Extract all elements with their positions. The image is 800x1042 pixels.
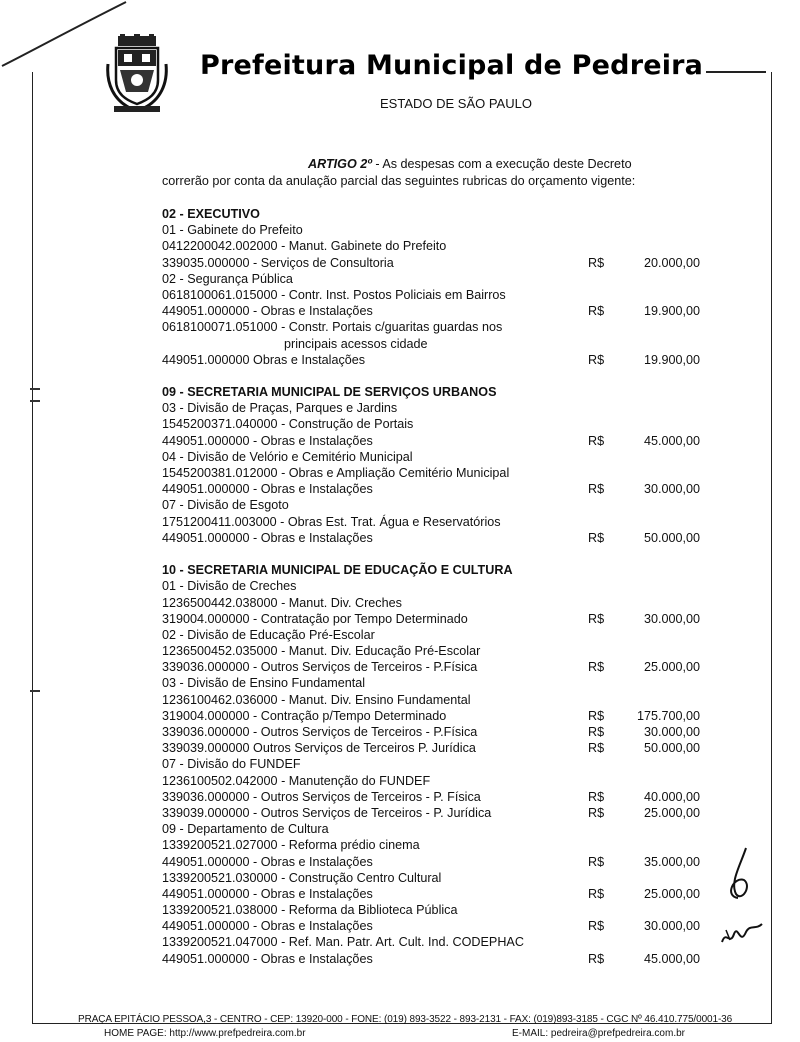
currency-symbol: R$ <box>588 255 605 270</box>
signature-initials <box>716 846 766 956</box>
budget-line-item <box>162 951 710 967</box>
row-description: 1236100462.036000 - Manut. Div. Ensino Fundamental <box>162 692 471 707</box>
currency-symbol: R$ <box>588 789 605 804</box>
budget-line-item <box>162 303 710 319</box>
row-description: 449051.000000 - Obras e Instalações <box>162 482 373 497</box>
row-description: 03 - Divisão de Praças, Parques e Jardins <box>162 401 398 416</box>
budget-label-row <box>162 643 710 659</box>
row-description: 449051.000000 - Obras e Instalações <box>162 854 373 869</box>
row-description: 0412200042.002000 - Manut. Gabinete do Prefeito <box>162 239 447 254</box>
header-rule-right <box>706 71 766 73</box>
section-heading <box>162 206 710 222</box>
budget-line-item <box>162 530 710 546</box>
row-description: 1339200521.030000 - Construção Centro Cultural <box>162 870 442 885</box>
row-description: 339036.000000 - Outros Serviços de Terceiros - P.Física <box>162 660 478 675</box>
budget-label-row <box>162 465 710 481</box>
budget-line-item <box>162 918 710 934</box>
budget-label-row <box>162 271 710 287</box>
budget-label-row <box>162 870 710 886</box>
row-description: 02 - EXECUTIVO <box>162 207 260 221</box>
amount-value: 35.000,00 <box>643 854 700 869</box>
currency-symbol: R$ <box>588 886 605 901</box>
footer-address: PRAÇA EPITÁCIO PESSOA,3 - CENTRO - CEP: 13920-000 - FONE: (019) 893-3522 - 893-2131 - FAX: (019)893-3185 - CGC Nº 46.410.775/0001-36 <box>78 1014 733 1025</box>
margin-mark <box>30 690 40 692</box>
budget-label-row <box>162 821 710 837</box>
row-description: 1339200521.038000 - Reforma da Biblioteca Pública <box>162 903 458 918</box>
row-description: 449051.000000 - Obras e Instalações <box>162 919 373 934</box>
row-description: 319004.000000 - Contração p/Tempo Determinado <box>162 708 447 723</box>
amount-value: 45.000,00 <box>643 951 700 966</box>
amount-value: 30.000,00 <box>643 919 700 934</box>
budget-line-item <box>162 724 710 740</box>
row-description: 449051.000000 - Obras e Instalações <box>162 304 373 319</box>
currency-symbol: R$ <box>588 919 605 934</box>
row-description: 09 - SECRETARIA MUNICIPAL DE SERVIÇOS URBANOS <box>162 385 497 400</box>
row-description: 1236500452.035000 - Manut. Div. Educação Pré-Escolar <box>162 644 481 659</box>
budget-label-row <box>162 400 710 416</box>
row-description: 03 - Divisão de Ensino Fundamental <box>162 676 366 691</box>
amount-value: 30.000,00 <box>643 482 700 497</box>
municipal-crest-icon <box>104 34 170 116</box>
page-subtitle: ESTADO DE SÃO PAULO <box>380 96 532 111</box>
budget-label-row <box>162 756 710 772</box>
budget-label-row <box>162 692 710 708</box>
budget-label-row <box>162 287 710 303</box>
row-description: 1545200371.040000 - Construção de Portais <box>162 417 414 432</box>
row-description: 449051.000000 - Obras e Instalações <box>162 433 373 448</box>
budget-line-item <box>162 805 710 821</box>
section-gap <box>162 546 710 562</box>
currency-symbol: R$ <box>588 854 605 869</box>
row-description: 07 - Divisão de Esgoto <box>162 498 289 513</box>
budget-label-row <box>162 773 710 789</box>
row-description: 1339200521.047000 - Ref. Man. Patr. Art. Cult. Ind. CODEPHAC <box>162 935 524 950</box>
article-label: ARTIGO 2º <box>308 157 372 171</box>
currency-symbol: R$ <box>588 725 605 739</box>
budget-label-row <box>162 336 710 352</box>
row-description: 0618100071.051000 - Constr. Portais c/guaritas guardas nos <box>162 320 503 335</box>
amount-value: 19.900,00 <box>643 352 700 367</box>
currency-symbol: R$ <box>588 741 605 756</box>
amount-value: 20.000,00 <box>643 255 700 270</box>
budget-line-item <box>162 611 710 627</box>
margin-mark <box>30 400 40 402</box>
row-description: 09 - Departamento de Cultura <box>162 822 329 837</box>
budget-label-row <box>162 675 710 691</box>
budget-label-row <box>162 627 710 643</box>
budget-line-item <box>162 740 710 756</box>
budget-label-row <box>162 837 710 853</box>
currency-symbol: R$ <box>588 530 605 545</box>
budget-label-row <box>162 319 710 335</box>
currency-symbol: R$ <box>588 805 605 820</box>
row-description: 339039.000000 Outros Serviços de Terceiros P. Jurídica <box>162 741 476 756</box>
row-description: 1339200521.027000 - Reforma prédio cinema <box>162 838 420 853</box>
amount-value: 50.000,00 <box>643 741 700 756</box>
intro-paragraph <box>162 156 710 189</box>
budget-line-item <box>162 481 710 497</box>
budget-label-row <box>162 902 710 918</box>
currency-symbol: R$ <box>588 482 605 497</box>
currency-symbol: R$ <box>588 433 605 448</box>
currency-symbol: R$ <box>588 951 605 966</box>
intro-line-2: correrão por conta da anulação parcial das seguintes rubricas do orçamento vigente: <box>162 173 636 188</box>
budget-label-row <box>162 514 710 530</box>
margin-mark <box>30 388 40 390</box>
amount-value: 19.900,00 <box>643 304 700 319</box>
currency-symbol: R$ <box>588 611 605 626</box>
row-description: 339036.000000 - Outros Serviços de Terceiros - P. Física <box>162 789 481 804</box>
budget-line-item <box>162 886 710 902</box>
row-description: 339036.000000 - Outros Serviços de Terceiros - P.Física <box>162 725 478 739</box>
row-description: 339039.000000 - Outros Serviços de Terceiros - P. Jurídica <box>162 805 492 820</box>
row-description: 449051.000000 - Obras e Instalações <box>162 951 373 966</box>
budget-label-row <box>162 449 710 465</box>
row-description: 02 - Divisão de Educação Pré-Escolar <box>162 627 375 642</box>
budget-line-item <box>162 708 710 724</box>
currency-symbol: R$ <box>588 352 605 367</box>
section-heading <box>162 562 710 578</box>
budget-line-item <box>162 854 710 870</box>
row-description: 1545200381.012000 - Obras e Ampliação Cemitério Municipal <box>162 466 510 480</box>
row-description: 07 - Divisão do FUNDEF <box>162 757 301 772</box>
budget-line-item <box>162 352 710 368</box>
row-description: 1751200411.003000 - Obras Est. Trat. Água e Reservatórios <box>162 514 501 529</box>
budget-line-item <box>162 659 710 675</box>
footer-homepage[interactable]: HOME PAGE: http://www.prefpedreira.com.br <box>104 1028 306 1039</box>
amount-value: 50.000,00 <box>643 530 700 545</box>
amount-value: 30.000,00 <box>643 725 700 739</box>
row-description: 449051.000000 - Obras e Instalações <box>162 886 373 901</box>
budget-label-row <box>162 497 710 513</box>
row-description: 339035.000000 - Serviços de Consultoria <box>162 255 394 270</box>
amount-value: 25.000,00 <box>643 886 700 901</box>
currency-symbol: R$ <box>588 708 605 723</box>
section-heading <box>162 384 710 400</box>
page-title: Prefeitura Municipal de Pedreira <box>200 50 704 81</box>
budget-list <box>162 206 710 967</box>
footer-email[interactable]: E-MAIL: pedreira@prefpedreira.com.br <box>512 1028 685 1039</box>
currency-symbol: R$ <box>588 660 605 675</box>
amount-value: 45.000,00 <box>643 433 700 448</box>
row-description: principais acessos cidade <box>284 336 428 351</box>
budget-line-item <box>162 255 710 271</box>
budget-label-row <box>162 238 710 254</box>
budget-label-row <box>162 595 710 611</box>
row-description: 1236500442.038000 - Manut. Div. Creches <box>162 595 402 610</box>
budget-label-row <box>162 578 710 594</box>
currency-symbol: R$ <box>588 304 605 319</box>
budget-line-item <box>162 433 710 449</box>
row-description: 02 - Segurança Pública <box>162 271 293 286</box>
row-description: 1236100502.042000 - Manutenção do FUNDEF <box>162 773 431 788</box>
amount-value: 30.000,00 <box>643 611 700 626</box>
row-description: 319004.000000 - Contratação por Tempo Determinado <box>162 611 468 626</box>
amount-value: 25.000,00 <box>643 660 700 675</box>
budget-line-item <box>162 789 710 805</box>
amount-value: 175.700,00 <box>636 708 700 723</box>
amount-value: 25.000,00 <box>643 805 700 820</box>
row-description: 10 - SECRETARIA MUNICIPAL DE EDUCAÇÃO E CULTURA <box>162 563 513 578</box>
row-description: 01 - Divisão de Creches <box>162 579 297 594</box>
budget-label-row <box>162 416 710 432</box>
intro-line-1: - As despesas com a execução deste Decreto <box>371 157 632 171</box>
row-description: 449051.000000 Obras e Instalações <box>162 352 366 367</box>
row-description: 449051.000000 - Obras e Instalações <box>162 530 373 545</box>
budget-label-row <box>162 222 710 238</box>
budget-label-row <box>162 934 710 950</box>
row-description: 01 - Gabinete do Prefeito <box>162 223 303 238</box>
row-description: 04 - Divisão de Velório e Cemitério Municipal <box>162 449 413 464</box>
section-gap <box>162 368 710 384</box>
row-description: 0618100061.015000 - Contr. Inst. Postos Policiais em Bairros <box>162 287 506 302</box>
amount-value: 40.000,00 <box>643 789 700 804</box>
